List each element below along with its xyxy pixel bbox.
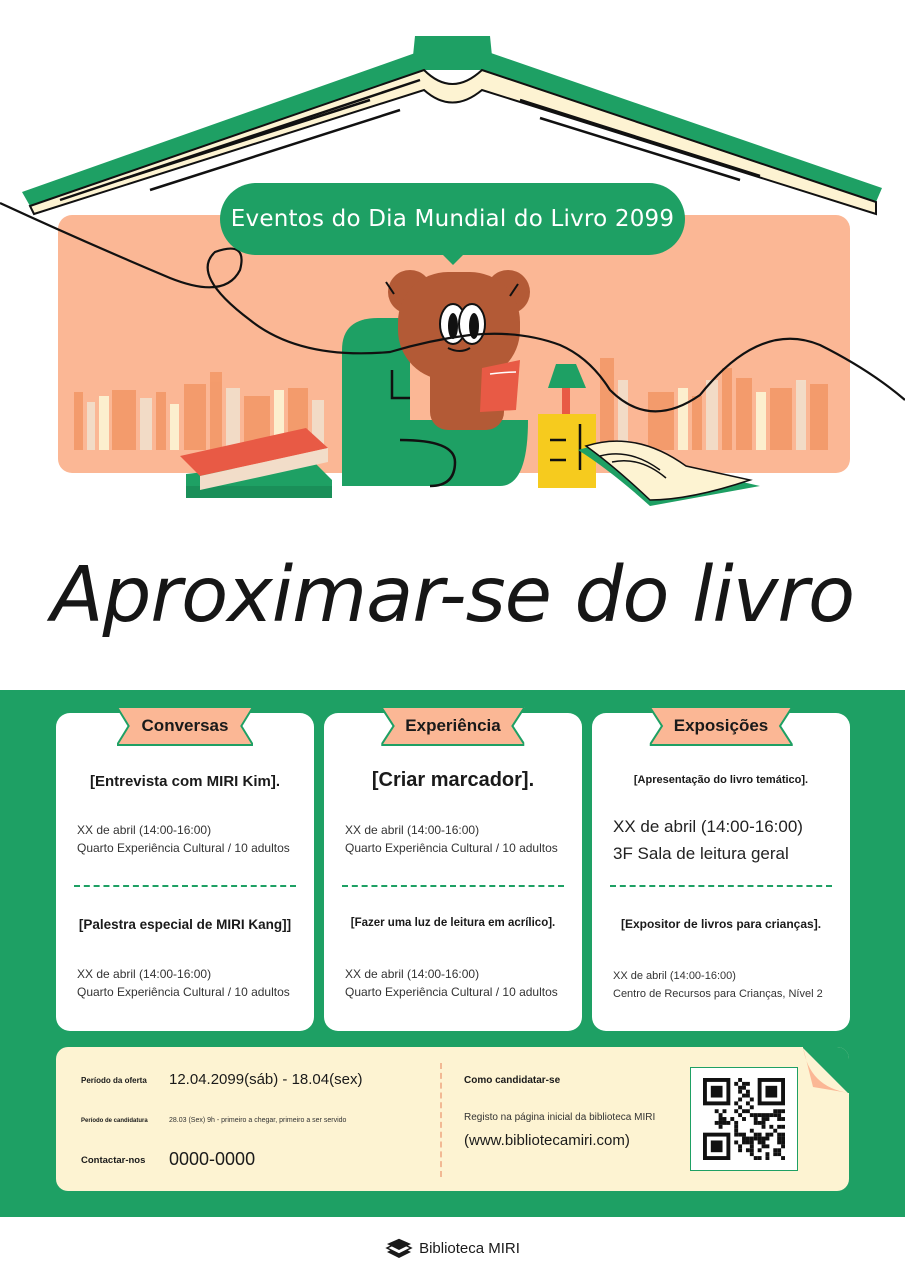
hero-illustration <box>0 0 905 520</box>
divider <box>610 885 832 887</box>
event-title: [Apresentação do livro temático]. <box>633 774 809 786</box>
page-title: Aproximar-se do livro <box>50 550 855 640</box>
contact-value: 0000-0000 <box>169 1149 256 1169</box>
event-date: XX de abril (14:00-16:00) <box>345 823 480 837</box>
application-period-label: Período de candidatura <box>81 1118 148 1124</box>
event-details <box>345 821 572 857</box>
application-period-value: 28.03 (Sex) 9h - primeiro a chegar, primeiro a ser servido <box>169 1117 347 1124</box>
card-heading: Conversas <box>117 705 253 747</box>
event-place: Quarto Experiência Cultural / 10 adultos <box>345 841 558 855</box>
event-banner <box>220 183 685 255</box>
event-details <box>77 821 304 857</box>
event-title: [Expositor de livros para crianças]. <box>620 917 822 931</box>
page-fold-icon <box>803 1047 849 1093</box>
event-details <box>613 813 840 867</box>
offer-period-label: Período da oferta <box>81 1076 147 1085</box>
event-date: XX de abril (14:00-16:00) <box>77 823 212 837</box>
event-date: XX de abril (14:00-16:00) <box>613 970 736 982</box>
event-details <box>77 965 304 1001</box>
event-details <box>613 967 840 1003</box>
event-title: [Fazer uma luz de leitura em acrílico]. <box>350 917 556 929</box>
events-section <box>0 690 905 1217</box>
info-bar <box>56 1047 849 1191</box>
how-to-apply-text: Registo na página inicial da biblioteca MIRI <box>464 1112 656 1123</box>
divider <box>342 885 564 887</box>
event-place: Quarto Experiência Cultural / 10 adultos <box>77 985 290 999</box>
card-heading: Exposições <box>650 705 793 747</box>
footer <box>0 1217 905 1280</box>
qr-code[interactable] <box>690 1067 798 1171</box>
card-conversas <box>56 713 314 1031</box>
website-link[interactable]: (www.bibliotecamiri.com) <box>464 1132 630 1149</box>
event-date: XX de abril (14:00-16:00) <box>613 817 803 836</box>
event-place: Centro de Recursos para Crianças, Nível 2 <box>613 988 823 1000</box>
event-details <box>345 965 572 1001</box>
divider <box>74 885 296 887</box>
event-title: [Criar marcador]. <box>371 769 535 791</box>
card-exposicoes <box>592 713 850 1031</box>
event-date: XX de abril (14:00-16:00) <box>77 967 212 981</box>
event-title: [Entrevista com MIRI Kim]. <box>89 773 281 790</box>
footer-brand: Biblioteca MIRI <box>419 1240 520 1257</box>
event-place: Quarto Experiência Cultural / 10 adultos <box>77 841 290 855</box>
card-heading: Experiência <box>381 705 524 747</box>
divider <box>440 1063 442 1177</box>
qr-code-icon <box>703 1078 785 1160</box>
books-stack-icon <box>385 1238 413 1260</box>
offer-period-value: 12.04.2099(sáb) - 18.04(sex) <box>169 1071 363 1088</box>
event-date: XX de abril (14:00-16:00) <box>345 967 480 981</box>
event-title: [Palestra especial de MIRI Kang]] <box>78 917 292 932</box>
how-to-apply-label: Como candidatar-se <box>464 1075 561 1086</box>
card-experiencia <box>324 713 582 1031</box>
event-place: 3F Sala de leitura geral <box>613 844 789 863</box>
contact-label: Contactar-nos <box>81 1155 146 1166</box>
event-place: Quarto Experiência Cultural / 10 adultos <box>345 985 558 999</box>
banner-title: Eventos do Dia Mundial do Livro 2099 <box>230 206 675 232</box>
